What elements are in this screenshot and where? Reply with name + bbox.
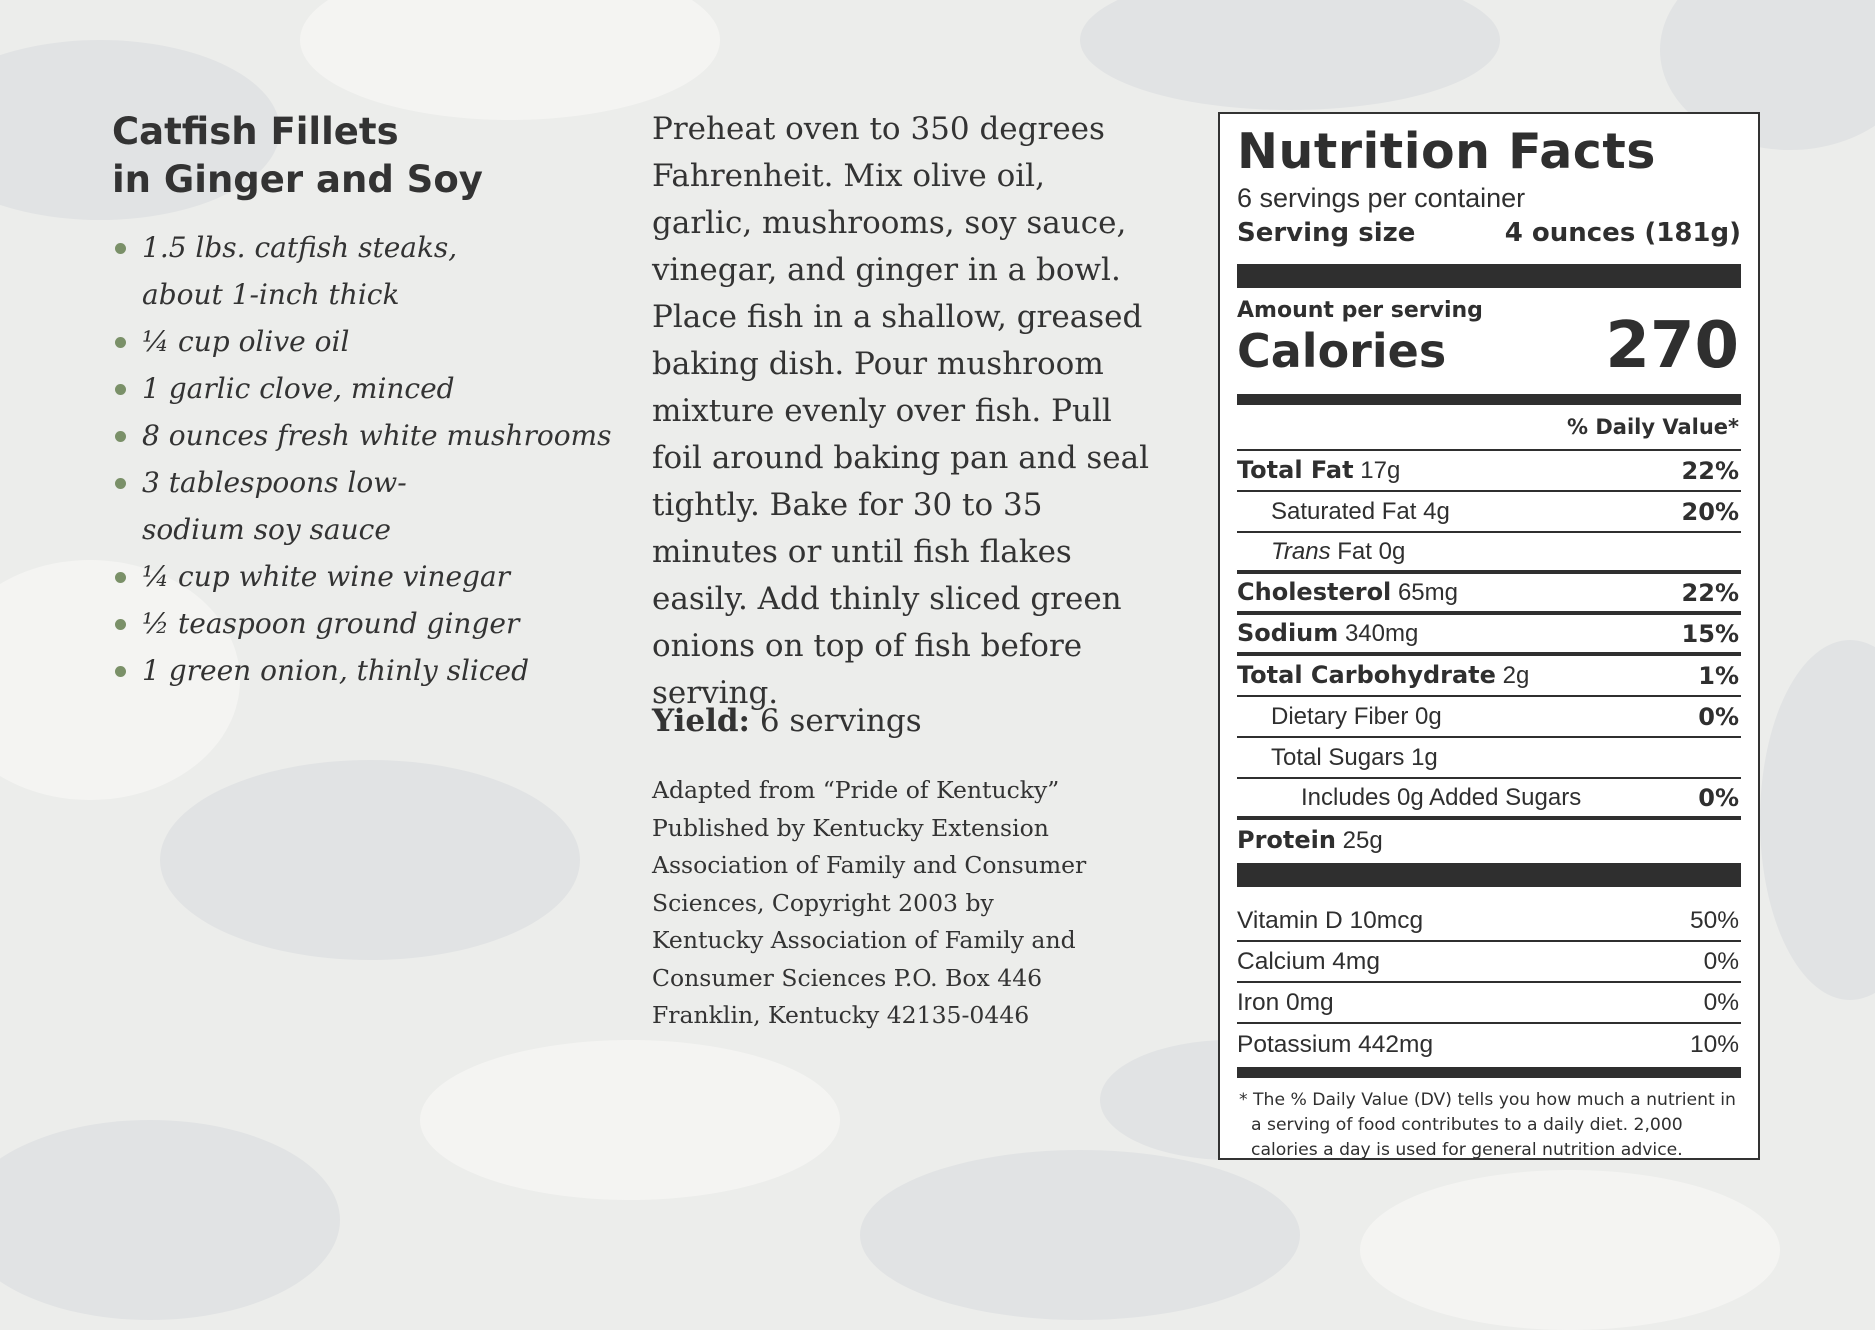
nutrient-amount: 25g <box>1342 827 1383 854</box>
vitamin-name: Vitamin D 10mcg <box>1237 906 1424 934</box>
divider-thick <box>1237 863 1741 887</box>
ingredient-item: 8 ounces fresh white mushrooms <box>112 412 632 459</box>
ingredient-item: 3 tablespoons low- <box>112 459 632 506</box>
nutrient-amount: 2g <box>1502 662 1530 689</box>
nutrient-name: Saturated Fat <box>1271 497 1417 525</box>
vitamin-row <box>1237 983 1741 1024</box>
serving-size-value: 4 ounces (181g) <box>1504 218 1741 248</box>
nutrient-row-sodium <box>1237 615 1741 656</box>
nutrient-amount: 1g <box>1411 743 1438 771</box>
nutrient-amount: 0g <box>1415 702 1442 730</box>
ingredient-item: 1.5 lbs. catfish steaks, <box>112 224 632 271</box>
serving-size <box>1237 214 1741 252</box>
servings-per-container: 6 servings per container <box>1237 183 1526 213</box>
nutrient-dv: 20% <box>1681 497 1739 526</box>
vitamin-row <box>1237 1024 1741 1065</box>
calories-block <box>1237 288 1741 394</box>
nutrient-row-saturated-fat <box>1237 492 1741 533</box>
nutrient-name: Includes 0g Added Sugars <box>1301 783 1582 811</box>
ingredient-continuation: about 1-inch thick <box>142 278 400 311</box>
nutrient-amount: 65mg <box>1397 579 1458 606</box>
nutrition-facts-label <box>1218 112 1760 1160</box>
vitamin-row <box>1237 901 1741 942</box>
yield-label: Yield: <box>652 703 750 739</box>
nutrient-name: Protein <box>1237 826 1336 854</box>
calories-value: 270 <box>1605 309 1739 383</box>
calories-label: Calories <box>1237 324 1447 378</box>
nutrient-dv: 0% <box>1698 702 1739 731</box>
yield <box>652 698 1152 745</box>
vitamin-dv: 0% <box>1703 947 1739 975</box>
nutrient-name: Total Fat <box>1237 456 1354 484</box>
vitamin-row <box>1237 942 1741 983</box>
vitamin-dv: 10% <box>1689 1030 1739 1058</box>
nutrient-name: Total Sugars <box>1271 743 1405 771</box>
nutrient-name-suffix: Fat <box>1337 537 1372 565</box>
nutrient-dv: 1% <box>1698 661 1739 690</box>
vitamin-dv: 0% <box>1703 988 1739 1016</box>
daily-value-header: % Daily Value* <box>1237 405 1741 451</box>
divider-medium <box>1237 1067 1741 1078</box>
vitamin-name: Iron 0mg <box>1237 988 1334 1016</box>
recipe-title-line1: Catfish Fillets <box>112 110 399 153</box>
vitamin-name: Potassium 442mg <box>1237 1030 1434 1058</box>
recipe-title-line2: in Ginger and Soy <box>112 158 483 201</box>
nutrient-amount: 340mg <box>1344 620 1419 647</box>
ingredients-list <box>112 224 632 694</box>
nutrient-row-cholesterol <box>1237 574 1741 615</box>
nutrient-dv: 22% <box>1681 456 1739 485</box>
divider-medium <box>1237 394 1741 405</box>
nutrient-dv: 15% <box>1681 619 1739 648</box>
nutrient-row-total-fat <box>1237 451 1741 492</box>
nutrient-amount: 17g <box>1360 457 1401 484</box>
nutrient-amount: 0g <box>1378 537 1406 565</box>
source-citation: Adapted from “Pride of Kentucky” Published by Kentucky Extension Association of Family and Consumer Sciences, Copyright 2003 by Kentucky Association of Family and Consumer Sciences P.O. Box 446 Franklin, Kentucky 42135-0446 <box>652 776 1087 1029</box>
yield-value: 6 servings <box>759 703 922 739</box>
ingredient-item: ¼ cup white wine vinegar <box>112 553 632 600</box>
daily-value-footnote: * The % Daily Value (DV) tells you how much a nutrient in a serving of food contributes to a daily diet. 2,000 calories a day is used for general nutrition advice. <box>1239 1090 1736 1160</box>
nutrient-name: Total Carbohydrate <box>1237 661 1496 689</box>
ingredient-item: ½ teaspoon ground ginger <box>112 600 632 647</box>
ingredient-continuation: sodium soy sauce <box>142 513 391 546</box>
nutrient-name: Trans <box>1271 537 1331 565</box>
divider-thick <box>1237 264 1741 288</box>
nutrient-row-added-sugars <box>1237 779 1741 820</box>
nutrition-title: Nutrition Facts <box>1237 123 1656 180</box>
nutrient-row-total-carbohydrate <box>1237 656 1741 697</box>
vitamin-name: Calcium 4mg <box>1237 947 1380 975</box>
ingredient-item: ¼ cup olive oil <box>112 318 632 365</box>
nutrient-name: Dietary Fiber <box>1271 702 1409 730</box>
nutrient-row-protein <box>1237 820 1741 861</box>
recipe-title <box>112 108 612 204</box>
nutrient-amount: 4g <box>1423 497 1450 525</box>
directions-text: Preheat oven to 350 degrees Fahrenheit. Mix olive oil, garlic, mushrooms, soy sauce, vinegar, and ginger in a bowl. Place fish in a shallow, greased baking dish. Pour mushroom mixture evenly over fish. Pull foil around baking pan and seal tightly. Bake for 30 to 35 minutes or until fish flakes easily. Add thinly sliced green onions on top of fish before serving. <box>652 111 1150 711</box>
ingredient-item: 1 garlic clove, minced <box>112 365 632 412</box>
serving-size-label: Serving size <box>1237 218 1416 248</box>
ingredient-item: 1 green onion, thinly sliced <box>112 647 632 694</box>
nutrient-row-dietary-fiber <box>1237 697 1741 738</box>
amount-per-serving: Amount per serving <box>1237 298 1483 323</box>
nutrient-name: Cholesterol <box>1237 578 1392 606</box>
nutrient-name: Sodium <box>1237 619 1339 647</box>
nutrient-row-total-sugars <box>1237 738 1741 779</box>
vitamin-dv: 50% <box>1689 906 1739 934</box>
nutrient-dv: 22% <box>1681 578 1739 607</box>
nutrient-row-trans-fat <box>1237 533 1741 574</box>
nutrient-dv: 0% <box>1698 783 1739 812</box>
